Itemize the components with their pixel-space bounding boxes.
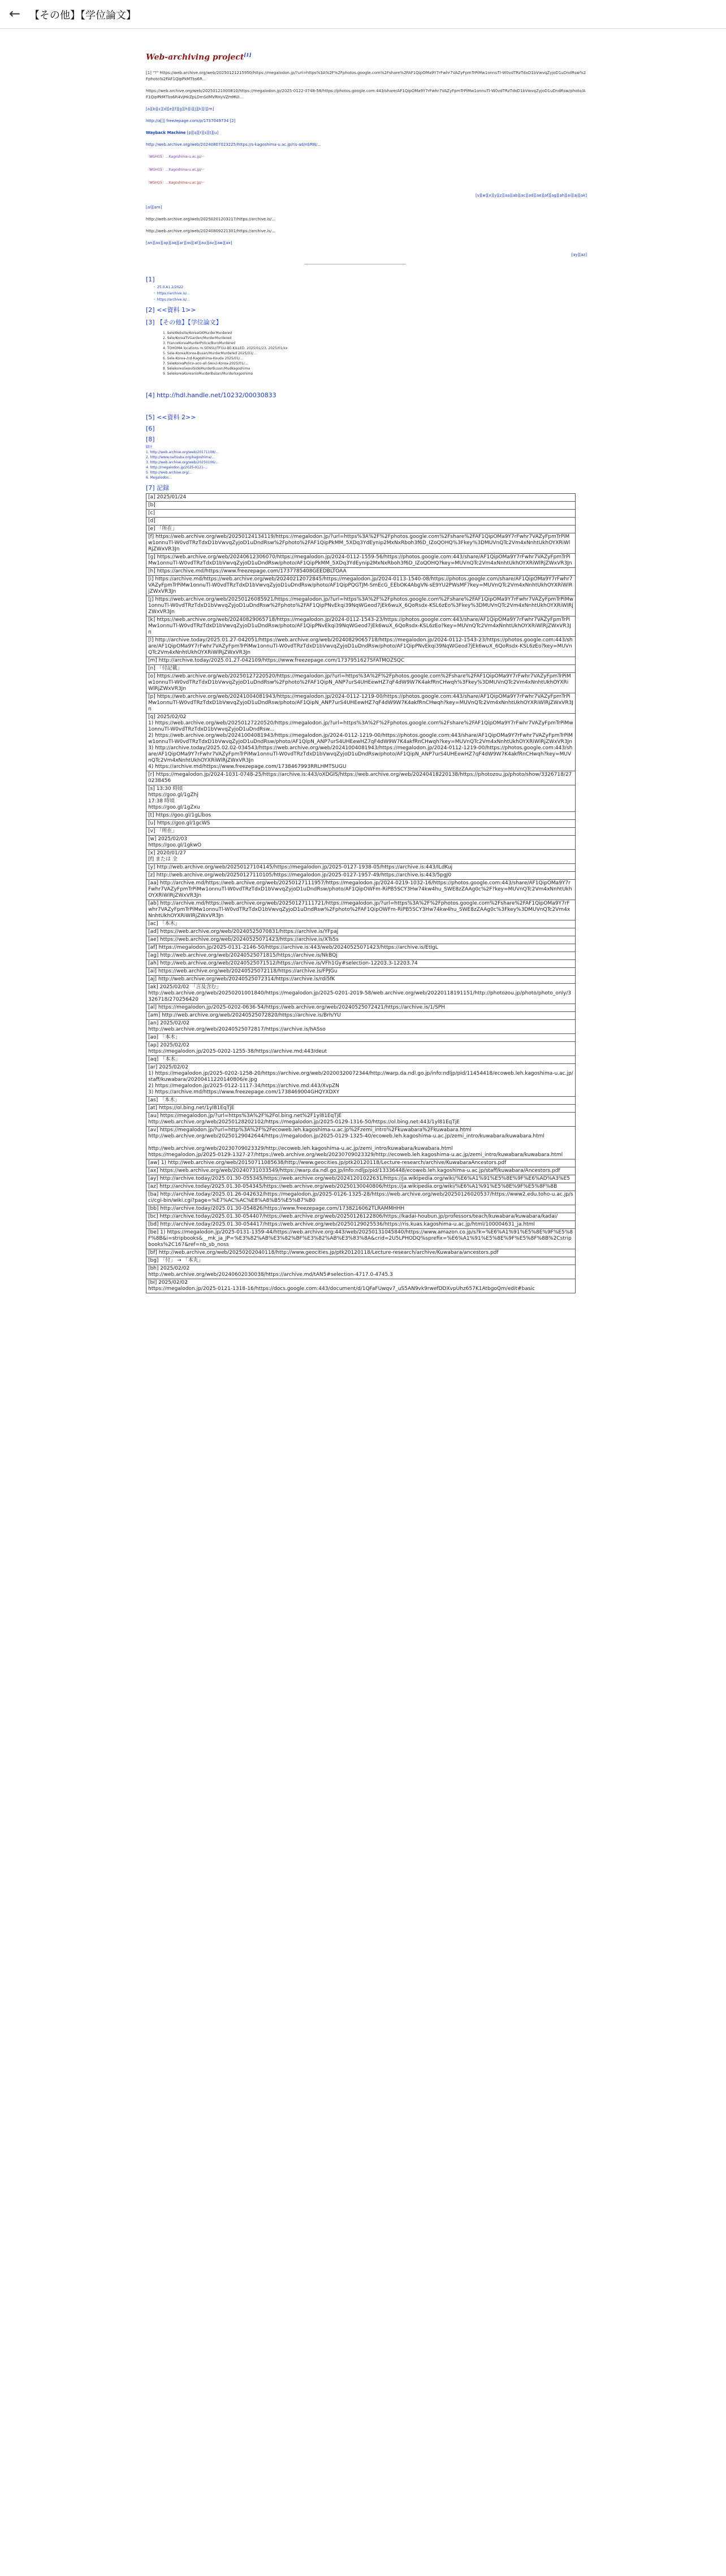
- table-cell[interactable]: [am] http://web.archive.org/web/20240525072820/https://archive.is/Brh/YU: [146, 1011, 576, 1019]
- ref-links-c[interactable]: [al][am]: [146, 205, 162, 210]
- table-row: [146, 983, 576, 1004]
- table-row: [146, 1055, 576, 1063]
- table-row: [146, 509, 576, 517]
- table-cell[interactable]: [k] https://web.archive.org/web/20240829065718/https://megalodon.jp/2024-0112-1543-23/https://photos.google.com:443/share/AF1QipOMa9Y7rFwhr7VAZyFpmTrPiMw1onnuTl-W0vdTRzTdxD1bVwvqZyjoD1uDndRsw/photo/AF1QipPNvEkqi39NqWGeod7jEk6wuX_6QoRsdx-KSL6zEo?key=MUVnQTc2Vm4xNnhtUkhOYXRiWlRjZWxVR3Jn: [146, 616, 576, 636]
- table-cell[interactable]: [s] 13:30 時頃 https://goo.gl/1gZhj 17:38 時頃 https://goo.gl/1gZxu: [146, 785, 576, 811]
- table-row: [146, 879, 576, 900]
- table-cell[interactable]: [bb] http://archive.today/2025.01.30-054826/https://www.freezepage.com/1738216062TLRAMMHHH: [146, 1205, 576, 1213]
- table-cell[interactable]: [i] https://archive.md/https://web.archive.org/web/20240212072845/https://megalodon.jp/2024-0113-1540-08/https://photos.google.com/share/AF1QipOMa9Y7rFwhr7VAZyFpmTrPiMw1onnuTl-W0vdTRzTdxD1bVwvqZyjoD1uDndRsw/photo/AF1QipPQGTJM-SmEcG_EEbOK4AbgVN-sE9YU2PWsMF7key=MUVnQTc2Vm4xNnhtUkhOYXRiWlRjZWxVR3Jn: [146, 575, 576, 596]
- table-cell[interactable]: [n] 「付記載」: [146, 664, 576, 672]
- table-cell[interactable]: [ai] https://web.archive.org/web/20240525072118/https://archive.is/FPJGu: [146, 967, 576, 975]
- note-line[interactable]: 6. Megalodon...: [146, 475, 172, 480]
- table-cell[interactable]: [p] https://web.archive.org/web/20241004081943/https://megalodon.jp/2024-0112-1219-00/https://photos.google.com:443/share/AF1QipOMa9Y7rFwhr7VAZyFpmTrPiMw1onnuTl-W0vdTRzTdxD1bVwvqZyjoD1uDndRsw/photo/AF1QipN_ANP7urS4UHEewHZ7qF4dW9W7K4akfRnCHwqh?key=MUVnQTc2Vm4xNnhtUkhOYXRiWlRjZWxVR3Jn: [146, 693, 576, 713]
- table-row: [146, 1191, 576, 1205]
- table-cell[interactable]: [x] 2020/01/27 [f] または 全: [146, 849, 576, 863]
- ref-links-b[interactable]: [v][w][x][y][z][aa][ab][ac][ad][ae][af][ag][ah][ai][aj][ak]: [475, 193, 587, 198]
- table-row: [146, 575, 576, 596]
- table-cell[interactable]: [ak] 2025/02/02 「言及含む」 http://web.archive.org/web/20250201001840/https://megalodon.jp/2025-0201-2019-58/web.archive.org/web/20220118191151/http://photozou.jp/photo/photo_only/3326718/270256420: [146, 983, 576, 1004]
- table-row: [146, 1183, 576, 1191]
- table-cell[interactable]: [bi] 2025/02/02 https://megalodon.jp/2025-0121-1318-16/https://docs.google.com:443/document/d/1QFaFUwqv7_uS5AN9vk9rwefDDXvpUhz657K1AtbgoQm/edit#basic: [146, 1279, 576, 1293]
- table-cell[interactable]: [ax] https://web.archive.org/web/20240731033549/https://warp.da.ndl.go.jp/info:ndljp/pid/13336448/ecoweb.leh.kagoshima-u.ac.jp/staff/kuwabara/Ancestors.pdf: [146, 1167, 576, 1175]
- table-row: [146, 533, 576, 553]
- table-row: [146, 1265, 576, 1279]
- table-row: [146, 616, 576, 636]
- table-cell[interactable]: [af] https://megalodon.jp/2025-0131-2146-50/https://archive.is:443/web/20240525071423/https://archive.is/EtIgL: [146, 944, 576, 952]
- table-row: [146, 900, 576, 920]
- ref-links-d[interactable]: [an][ao][ap][aq][ar][as][at][au][av][aw][ax]: [146, 240, 232, 245]
- table-row: [146, 693, 576, 713]
- note-line[interactable]: 4. http://megalodon.jp/2025-0121-...: [146, 465, 208, 470]
- table-cell[interactable]: [f] https://web.archive.org/web/20250124134119/https://megalodon.jp/?url=https%3A%2F%2Fphotos.google.com%2Fshare%2FAF1QipOMa9Y7rFwhr7VAZyFpmTrPiMw1onnuTl-W0vdTRzTdxD1bVwvqZyjoD1uDndRsw%2Fphoto%2FAF1QipPkMM_5XDq3YdEynip2MxNxRboh3f6D_IZoQOHQ%3Fkey%3DMUVnQTc2Vm4xNnhtUkhOYXRiWlRjZWxVR3Jn: [146, 533, 576, 553]
- table-row: [146, 1228, 576, 1249]
- table-row: [146, 1126, 576, 1159]
- section-6[interactable]: [6]: [146, 424, 155, 432]
- paragraph-2: https://web.archive.org/web/20250121000810/https://megalodon.jp/2025-0122-0748-58/https://photos.google.com:443/share/AF1QipOMa9Y7rFwhr7VAZyFpmTrPiMw1onnuTl-W0vdTRzTdxD1bVwvqZyjoD1uDndRsw/photo/AF1QipPkMTbs6R4VjHkZpLDmSdMVRHyVZmMUi...: [146, 88, 586, 99]
- table-cell[interactable]: [ap] 2025/02/02 https://megalodon.jp/2025-0202-1255-38/https://archive.md:443/deut: [146, 1041, 576, 1055]
- table-cell[interactable]: [aa] http://archive.md/https://web.archive.org/web/20250127111957/https://megalodon.jp/2024-0219-1032-16/https://photos.google.com:443/share/AF1QipOMa9Y7rFwhr7VAZyFpmTrPiMw1onnuTl-W0vdTRzTdxD1bVwvqZyjoD1uDndRsw/photo/AF1QipOWFm-RiPB5SCY3Hw74kw4hu_SWE8zZAAg0c%2F?key=MUVnQTc2Vm4xNnhtUkhOYXRiWlRjZWxVR3Jn: [146, 879, 576, 900]
- table-cell[interactable]: [b]: [146, 501, 576, 509]
- note-line: 脚注: [146, 445, 153, 449]
- table-cell[interactable]: [w] 2025/02/03 https://goo.gl/1gkwO: [146, 835, 576, 849]
- table-cell[interactable]: [aq] 「本木」: [146, 1055, 576, 1063]
- table-cell[interactable]: [bf] http://web.archive.org/web/20250202040118/http://www.geocities.jp/ptk20120118/Lecture-research/archive/Kuwabara/ancestors.pdf: [146, 1249, 576, 1257]
- table-cell[interactable]: [aj] http://web.archive.org/web/20240525072314/https://archive.is/rdi5fK: [146, 975, 576, 983]
- purple-note-2: 〔WGH15〕…Kagoshima-u.ac.jp/〜: [146, 167, 205, 172]
- author-line: [146, 130, 587, 136]
- table-cell[interactable]: [z] http://web.archive.org/web/20250127110105/https://megalodon.jp/2025-0127-1957-49/https://archive.is:443/5pgJ0: [146, 871, 576, 879]
- table-cell[interactable]: [an] 2025/02/02 http://web.archive.org/web/20240525072817/https://archive.is/hASso: [146, 1019, 576, 1033]
- note-line[interactable]: 3. http://web.archive.org/web/20250106/...: [146, 460, 219, 464]
- section-5[interactable]: [5] <<資料 2>>: [146, 413, 196, 421]
- table-row: [146, 819, 576, 827]
- table-cell[interactable]: [l] http://archive.today/2025.01.27-042051/https://web.archive.org/web/20240829065718/https://megalodon.jp/2024-0112-1543-23/https://photos.google.com:443/share/AF1QipOMa9Y7rFwhr7VAZyFpmTrPiMw1onnuTl-W0vdTRzTdxD1bVwvqZyjoD1uDndRsw/photo/AF1QipPNvEkqi39NqWGeod7jEk6wuX_6QoRsdx-KSL6zEo?key=MUVnQTc2Vm4xNnhtUkhOYXRiWlRjZWxVR3Jn: [146, 636, 576, 657]
- table-row: [146, 1004, 576, 1011]
- section-7[interactable]: [8]: [146, 435, 155, 443]
- table-row: [146, 1041, 576, 1055]
- table-row: [146, 827, 576, 835]
- table-cell[interactable]: [ao] 「本木」: [146, 1033, 576, 1041]
- table-cell[interactable]: [c]: [146, 509, 576, 517]
- table-row: [146, 967, 576, 975]
- ref-links-a[interactable]: [a][b][c][d][e][f][g][h][i][j][k][l][m]: [146, 106, 214, 111]
- article-title: Web-archiving project[1]: [146, 52, 252, 62]
- table-row: [146, 952, 576, 959]
- table-cell[interactable]: [as] 「本木」: [146, 1096, 576, 1104]
- table-cell[interactable]: [u] https://goo.gl/1gcWS: [146, 819, 576, 827]
- table-row: [146, 657, 576, 664]
- list-item: 1. SeleWebsite/KoreaGKMurderMurdered: [163, 331, 232, 335]
- table-cell[interactable]: [v] 「所在」: [146, 827, 576, 835]
- table-cell[interactable]: [az] http://archive.today/2025.01.30-054345/https://web.archive.org/web/20250130040806/https://ja.wikipedia.org/wiki/%E6%A1%91%E5%8E%9F%E5%8F%8B: [146, 1183, 576, 1191]
- table-cell[interactable]: [ac] 「本木」: [146, 920, 576, 928]
- list-item: 2. Sele/KoreaTVGarden/MurderMurdered: [163, 336, 232, 340]
- bullet-item[interactable]: ・ https://archive.is/...: [153, 291, 190, 296]
- note-line[interactable]: 5. http://web.archive.org/...: [146, 470, 192, 475]
- table-row: [146, 713, 576, 771]
- table-row: [146, 1249, 576, 1257]
- bullet-item[interactable]: ・ 25.0.A1.2/2022: [153, 285, 184, 289]
- table-row: [146, 1205, 576, 1213]
- table-cell[interactable]: [be] 1) https://megalodon.jp/2025-0131-1359-44/https://web.archive.org:443/web/20250131045840/https://www.amazon.co.jp/s?k=%E6%A1%91%E5%8E%9F%E5%8F%8B&i=stripbooks&__mk_ja_JP=%E3%82%AB%E3%82%BF%E3%82%AB%E3%83%8A&crid=2U5LPHODQ%sprefix=%E6%A1%91%E5%8E%9F%E5%8F%8B%2Cstripbooks%2C167&ref=nb_sb_noss: [146, 1228, 576, 1249]
- table-row: [146, 553, 576, 567]
- table-row: [146, 975, 576, 983]
- table-row: [146, 1019, 576, 1033]
- table-cell[interactable]: [ar] 2025/02/02 1) https://megalodon.jp/2025-0202-1258-20/https://archive.org/web/20200320072344/http://warp.da.ndl.go.jp/info:ndljp/pid/11454418/ecoweb.leh.kagoshima-u.ac.jp/staff/kuwabara/20200411220140806/e.jpg 2) https://megalodon.jp/2025-0122-1117-34/https://archive.md:443/XvpZN 3) https://archive.md/https://www.freezepage.com/1738469004GHQYXDXY: [146, 1063, 576, 1096]
- table-cell[interactable]: [a] 2025/01/24: [146, 493, 576, 501]
- table-row: [146, 920, 576, 928]
- table-cell[interactable]: [m] http://archive.today/2025.01.27-042109/https://www.freezepage.com/1737951627SFATMOZSQC: [146, 657, 576, 664]
- ref-links-e[interactable]: [ay][az]: [571, 252, 587, 257]
- back-arrow-icon[interactable]: ←: [9, 6, 21, 21]
- section-3[interactable]: [3] 【その他】【学位論文】: [146, 318, 222, 326]
- table-cell[interactable]: [ba] http://archive.today/2025.01.26-042632/https://megalodon.jp/2025-0126-1325-28/https://web.archive.org/web/20250126020537/https://www2.edu.toho-u.ac.jp/sci/cgi-bin/wiki.cgi?page=%E7%AC%AC%E8%A8%B5%E5%B7%B0: [146, 1191, 576, 1205]
- table-cell[interactable]: [al] https://megalodon.jp/2025-0202-0636-54/https://web.archive.org/web/20240525072421/https://archive.is/1/SPH: [146, 1004, 576, 1011]
- list-item: 9. SelekoreaKoreanloMurderBusan/Murderkagoshima: [163, 371, 253, 376]
- note-line[interactable]: 1. http://web.archive.org/web/20171108/...: [146, 450, 219, 454]
- table-row: [146, 1175, 576, 1183]
- table-row: [146, 849, 576, 863]
- section-8[interactable]: [7] 記録: [146, 484, 170, 492]
- table-row: [146, 1213, 576, 1220]
- table-row: [146, 664, 576, 672]
- purple-note-1: 〔WGH15〕…Kagoshima-u.ac.jp/〜: [146, 154, 205, 159]
- red-note-1: 〔WGH15〕…Kagoshima-u.ac.jp/〜: [146, 180, 205, 185]
- list-item: 6. Sele-Korea-/nd-Kagoshima-Kouda 2025/01/...: [163, 356, 244, 360]
- table-cell[interactable]: [at] https://ol.bing.net/1yl81EqTjE: [146, 1104, 576, 1112]
- title-ref-link[interactable]: [1]: [244, 52, 252, 58]
- table-row: [146, 936, 576, 944]
- table-cell[interactable]: [ab] http://archive.md/https://web.archive.org/web/20250127111721/https://megalodon.jp/?url=https%3A%2F%2Fphotos.google.com%2Fshare%2FAF1QipOMa9Y7rFwhr7VAZyFpmTrPiMw1onnuTl-W0vdTRzTdxD1bVwvqZyjoD1uDndRsw%2Fphoto%2FAF1QipOWFm-RiPB5SCY3Hw74kw4hu_SWE8zZAAg0c%3Fkey%3DMUVnQTc2Vm4xNnhtUkhOYXRiWlRjZWxVR3Jn: [146, 900, 576, 920]
- section-1[interactable]: [1]: [146, 275, 155, 283]
- table-row: [146, 1159, 576, 1167]
- table-cell[interactable]: [bg] 「付」 → 「本丸」: [146, 1257, 576, 1265]
- table-row: [146, 1104, 576, 1112]
- table-row: [146, 1257, 576, 1265]
- list-item: 3. FranceKoreaMurderPolice/BurnMurdered: [163, 341, 236, 345]
- table-cell[interactable]: [bh] 2025/02/02 http://web.archive.org/web/20240602030038/https://archive.md/tAN5#selection-4717.0-4745.3: [146, 1265, 576, 1279]
- table-cell[interactable]: [e] 「所在」: [146, 525, 576, 533]
- table-row: [146, 811, 576, 819]
- table-row: [146, 525, 576, 533]
- table-row: [146, 944, 576, 952]
- table-cell[interactable]: [ah] http://web.archive.org/web/20240525071512/https://archive.is/VFh1Gy#selection-12203.3-12203.74: [146, 959, 576, 967]
- table-cell[interactable]: [ay] http://archive.today/2025.01.30-055345/https://web.archive.org/web/20241201022631/https://ja.wikipedia.org/wiki/%E6%A1%91%E5%8E%9F%E6%AD%A3%E5: [146, 1175, 576, 1183]
- archive-url[interactable]: http://web.archive.org/web/20240807023225/https://s-kagoshima-u.ac.jp/ris-ad/rd/RN/...: [146, 142, 321, 147]
- table-cell[interactable]: [t] https://goo.gl/1gLlbos: [146, 811, 576, 819]
- table-row: [146, 1220, 576, 1228]
- table-cell[interactable]: [o] https://web.archive.org/web/20250127220520/https://megalodon.jp/?url=https%3A%2F%2Fphotos.google.com%2Fshare%2FAF1QipOMa9Y7rFwhr7VAZyFpmTrPiMw1onnuTl-W0vdTRzTdxD1bVwvqZyjoD1uDndRsw%2Fphoto%2FAF1QipN_ANP7urS4UHEewHZ7qF4dW9W7K4akfRnCHwqh%3Fkey%3DMUVnQTc2Vm4xNnhtUkhOYXRiWlRjZWxVR3Jn: [146, 672, 576, 693]
- author-name[interactable]: Wayback Machine: [146, 130, 186, 135]
- list-item: 4. TOHOMA locations m.SENSU/TFGU-BE-KILLED. 2025/01/23, 2025/01/xx: [163, 346, 288, 350]
- table-row: [146, 863, 576, 871]
- list-item: 5. Sele-Korea/Korea-Busan/MurderMurdered 2025/01/...: [163, 351, 257, 355]
- table-cell[interactable]: [av] https://megalodon.jp/?url=http%3A%2F%2Fecoweb.leh.kagoshima-u.ac.jp%2Fzemi_intro%2Fkuwabara%2Fkuwabara.html http://web.archive.org/web/20250129042644/https://megalodon.jp/2025-0129-1325-40/ecoweb.leh.kagoshima-u.ac.jp/zemi_intro/kuwabara/kuwabara.html http://web.archive.org/web/20230709023329/http://ecoweb.leh.kagoshima-u.ac.jp/zemi_intro/kuwabara/kuwabara.html https://megalodon.jp/2025-0129-1327-27/https://web.archive.org/web/20230709023329/http://ecoweb.leh.kagoshima-u.ac.jp/zemi_intro/kuwabara/kuwabara.html: [146, 1126, 576, 1159]
- author-refs[interactable]: [p][q][r][s][t][u]: [187, 130, 219, 135]
- table-row: [146, 928, 576, 936]
- table-cell[interactable]: [h] https://archive.md/https://www.freezepage.com/1737785408GEEDBLTOAA: [146, 567, 576, 575]
- table-row: [146, 871, 576, 879]
- table-row: [146, 835, 576, 849]
- table-row: [146, 1279, 576, 1293]
- list-item: 7. SeleKoreaPolice-ano-all-Seoul-Korea-2025/01/...: [163, 361, 248, 366]
- table-row: [146, 517, 576, 525]
- table-row: [146, 1033, 576, 1041]
- table-cell[interactable]: [ag] http://web.archive.org/web/20240525071815/https://archive.is/NkBQj: [146, 952, 576, 959]
- article: [146, 52, 587, 1293]
- table-cell[interactable]: [ae] https://web.archive.org/web/20240525071423/https://archive.is/XTs5s: [146, 936, 576, 944]
- table-cell[interactable]: [bd] http://archive.today/2025.01.30-054417/https://web.archive.org/web/20250129025536/https://ris.kuas.kagoshima-u.ac.jp/html/100004631_ja.html: [146, 1220, 576, 1228]
- list-item: 8. SelekoreaSeoulSideMurderBusan/Mudkagoshima: [163, 366, 250, 371]
- page-title: 【その他】【学位論文】: [29, 10, 136, 21]
- section-4[interactable]: [4] http://hdl.handle.net/10232/00030833: [146, 391, 276, 399]
- table-row: [146, 1167, 576, 1175]
- table-row: [146, 672, 576, 693]
- table-row: [146, 1112, 576, 1126]
- archive-row-c2[interactable]: http://web.archive.org/web/20240809221301/https://archive.is/...: [146, 228, 276, 233]
- table-cell[interactable]: [q] 2025/02/02 1) https://web.archive.org/web/20250127220520/https://megalodon.jp/?url=https%3A%2F%2Fphotos.google.com%2Fshare%2FAF1QipOMa9Y7rFwhr7VAZyFpmTrPiMw1onnuTl-W0vdTRzTdxD1bVwvqZyjoD1uDndRsw... 2) https://web.archive.org/web/20241004081943/https://megalodon.jp/2024-0112-1219-00/https://photos.google.com:443/share/AF1QipOMa9Y7rFwhr7VAZyFpmTrPiMw1onnuTl-W0vdTRzTdxD1bVwvqZyjoD1uDndRsw/photo/AF1QipN_ANP7urS4UHEewHZ7qF4dW9W7K4akfRnCHwqh?key=MUVnQTc2Vm4xNnhtUkhOYXRiWlRjZWxVR3Jn 3) http://archive.today/2025.02.02-034543/https://web.archive.org/web/20241004081943/https://megalodon.jp/2024-0112-1219-00/https://photos.google.com:443/share/AF1QipOMa9Y7rFwhr7VAZyFpmTrPiMw1onnuTl-W0vdTRzTdxD1bVwvqZyjoD1uDndRsw/photo/AF1QipN_ANP7urS4UHEewHZ7qF4dW9W7K4akfRnCHwqh?key=MUVnQTc2Vm4xNnhtUkhOYXRiWlRjZWxVR3Jn 4) https://archive.md/https://www.freezepage.com/1738467993RRLHMTSUGU: [146, 713, 576, 771]
- archive-row-c1[interactable]: http://web.archive.org/web/20250201203217/https://archive.is/...: [146, 216, 276, 221]
- table-row: [146, 785, 576, 811]
- table-cell[interactable]: [ad] https://web.archive.org/web/20240525070831/https://archive.is/YFpaj: [146, 928, 576, 936]
- paragraph-1: [1] "?" https://web.archive.org/web/20250121215950/https://megalodon.jp/?url=https%3A%2F%2Fphotos.google.com%2Fshare%2FAF1QipOMa9Y7rFwhr7VAZyFpmTrPiMw1onnuTl-W0vdTRzTdxD1bVwvqZyjoD1uDndRsw%2Fphoto%2FAF1QipPkMTbs6R...: [146, 70, 586, 81]
- table-cell[interactable]: [g] https://web.archive.org/web/20240612306070/https://megalodon.jp/2024-0112-1559-56/https://photos.google.com:443/share/AF1QipOMa9Y7rFwhr7VAZyFpmTrPiMw1onnuTl-W0vdTRzTdxD1bVwvqZyjoD1uDndRsw/photo/AF1QipPkMM_5XDq3YdEynip2MxNxRboh3f6D_IZoQOHQ?key=MUVnQTc2Vm4xNnhtUkhOYXRiWlRjZWxVR3Jn: [146, 553, 576, 567]
- table-row: [146, 493, 576, 501]
- table-row: [146, 1063, 576, 1096]
- table-cell[interactable]: [j] https://web.archive.org/web/20250126085921/https://megalodon.jp/?url=https%3A%2F%2Fphotos.google.com%2Fshare%2FAF1QipOMa9Y7rFwhr7VAZyFpmTrPiMw1onnuTl-W0vdTRzTdxD1bVwvqZyjoD1uDndRsw%2Fphoto%2FAF1QipPNvEkqi39NqWGeod7jEk6wuX_6QoRsdx-KSL6zEo%3Fkey%3DMUVnQTc2Vm4xNnhtUkhOYXRiWlRjZWxVR3Jn: [146, 596, 576, 616]
- table-row: [146, 1011, 576, 1019]
- table-row: [146, 1096, 576, 1104]
- table-row: [146, 567, 576, 575]
- table-row: [146, 959, 576, 967]
- table-row: [146, 636, 576, 657]
- table-cell[interactable]: [aw] 1) http://web.archive.org/web/20150711085638/http://www.geocities.jp/ptk20120118/Lecture-research/archive/KuwabaraAncestors.pdf: [146, 1159, 576, 1167]
- table-row: [146, 771, 576, 785]
- table-cell[interactable]: [au] https://megalodon.jp/?url=https%3A%2F%2Fol.bing.net%2F1yl81EqTjE http://web.archive.org/web/20250128202102/https://megalodon.jp/2025-0129-1316-50/https://ol.bing.net:443/1yl81EqTjE: [146, 1112, 576, 1126]
- section-2[interactable]: [2] <<資料 1>>: [146, 306, 196, 314]
- table-row: [146, 596, 576, 616]
- freezepage-link[interactable]: http://a[]] freezepage.com/p/1737049734 [2]: [146, 118, 236, 123]
- table-cell[interactable]: [d]: [146, 517, 576, 525]
- note-line[interactable]: 2. http://www.oaitsuba.org/kagoshima/...: [146, 455, 215, 459]
- table-cell[interactable]: [bc] http://archive.today/2025.01.30-054407/https://web.archive.org/web/20250126122806/https://kadai-houbun.jp/professors/teach/kuwabara/kuwabara/kadai/: [146, 1213, 576, 1220]
- reference-table: [146, 493, 576, 1293]
- table-row: [146, 501, 576, 509]
- table-cell[interactable]: [y] http://web.archive.org/web/20250127104145/https://megalodon.jp/2025-0127-1938-05/https://archive.is:443/ILdKuj: [146, 863, 576, 871]
- top-bar: [0, 0, 726, 29]
- bullet-item[interactable]: ・ https://archive.is/...: [153, 297, 190, 302]
- table-cell[interactable]: [r] https://megalodon.jp/2024-1031-0748-25/https://archive.is:443/oXDGIS/https://web.archive.org/web/20240418220138/https://photozou.jp/photo/show/3326718/270238456: [146, 771, 576, 785]
